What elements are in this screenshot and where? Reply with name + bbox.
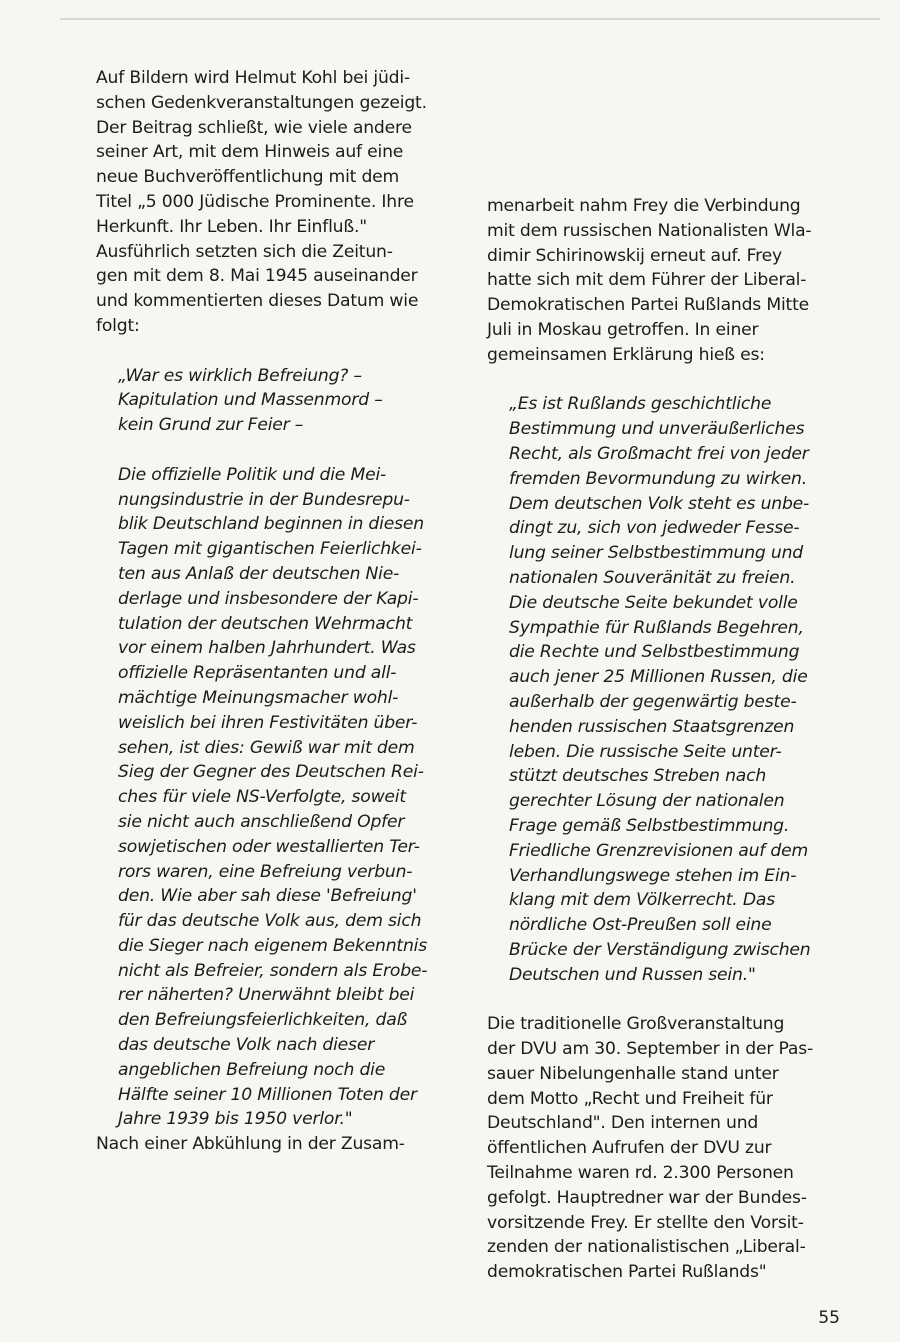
text-line: Teilnahme waren rd. 2.300 Personen — [487, 1163, 794, 1184]
text-line: sehen, ist dies: Gewiß war mit dem — [118, 737, 415, 758]
text-line: den. Wie aber sah diese 'Befreiung' — [118, 886, 417, 907]
text-line: neue Buchveröffentlichung mit dem — [96, 167, 400, 188]
text-line: rer näherten? Unerwähnt bleibt bei — [118, 985, 415, 1006]
text-line: rors waren, eine Befreiung verbun- — [118, 861, 413, 882]
text-line: weislich bei ihren Festivitäten über- — [118, 712, 418, 733]
text-line: Sympathie für Rußlands Begehren, — [509, 617, 804, 638]
text-line: das deutsche Volk nach dieser — [118, 1035, 375, 1056]
text-line: Frage gemäß Selbstbestimmung. — [509, 815, 790, 836]
text-line: Der Beitrag schließt, wie viele andere — [96, 117, 412, 138]
text-line: lung seiner Selbstbestimmung und — [509, 543, 803, 564]
text-line: Deutschen und Russen sein." — [509, 964, 756, 985]
text-line: nicht als Befreier, sondern als Erobe- — [118, 960, 428, 981]
text-line: blik Deutschland beginnen in diesen — [118, 514, 424, 535]
text-line: menarbeit nahm Frey die Verbindung — [487, 196, 801, 216]
declaration-quote — [509, 392, 857, 987]
text-line: Sieg der Gegner des Deutschen Rei- — [118, 762, 424, 783]
text-line: dingt zu, sich von jedweder Fesse- — [509, 518, 800, 539]
text-line: gefolgt. Hauptredner war der Bundes- — [487, 1187, 807, 1208]
right-closing-paragraph — [487, 1012, 857, 1285]
page-number: 55 — [818, 1308, 840, 1328]
right-intro-paragraph — [487, 194, 857, 368]
text-line: außerhalb der gegenwärtig beste- — [509, 691, 797, 712]
text-line: Demokratischen Partei Rußlands Mitte — [487, 295, 809, 316]
text-line: Dem deutschen Volk steht es unbe- — [509, 493, 810, 514]
text-line: Bestimmung und unveräußerliches — [509, 419, 805, 440]
text-line: sowjetischen oder westallierten Ter- — [118, 836, 420, 857]
text-line: nationalen Souveränität zu freien. — [509, 567, 796, 588]
text-line: den Befreiungsfeierlichkeiten, daß — [118, 1010, 408, 1031]
text-line: henden russischen Staatsgrenzen — [509, 716, 795, 737]
right-column — [487, 194, 857, 1285]
top-rule — [60, 18, 880, 20]
text-line: der DVU am 30. September in der Pas- — [487, 1039, 813, 1060]
text-line: Friedliche Grenzrevisionen auf dem — [509, 840, 809, 861]
text-line: „Es ist Rußlands geschichtliche — [509, 394, 772, 415]
text-line: dimir Schirinowskij erneut auf. Frey — [487, 245, 782, 266]
text-line: hatte sich mit dem Führer der Liberal- — [487, 270, 807, 291]
left-column — [96, 66, 466, 1157]
text-line: kein Grund zur Feier – — [118, 415, 304, 436]
text-line: leben. Die russische Seite unter- — [509, 741, 782, 762]
text-line: vor einem halben Jahrhundert. Was — [118, 638, 416, 659]
text-line: tulation der deutschen Wehrmacht — [118, 613, 413, 634]
text-line: Recht, als Großmacht frei von jeder — [509, 443, 809, 464]
text-line: sauer Nibelungenhalle stand unter — [487, 1063, 779, 1084]
text-line: gerechter Lösung der nationalen — [509, 791, 785, 812]
text-line: Die offizielle Politik und die Mei- — [118, 464, 387, 485]
text-line: auch jener 25 Millionen Russen, die — [509, 667, 808, 688]
text-line: ten aus Anlaß der deutschen Nie- — [118, 563, 400, 584]
text-line: Nach einer Abkühlung in der Zusam- — [96, 1134, 405, 1155]
text-line: die Sieger nach eigenem Bekenntnis — [118, 935, 427, 956]
text-line: folgt: — [96, 315, 140, 336]
text-line: mit dem russischen Nationalisten Wla- — [487, 220, 812, 241]
text-line: nördliche Ost-Preußen soll eine — [509, 915, 772, 936]
quote-heading — [118, 364, 466, 438]
text-line: Jahre 1939 bis 1950 verlor." — [118, 1109, 353, 1130]
text-line: Auf Bildern wird Helmut Kohl bei jüdi- — [96, 68, 410, 88]
text-line: und kommentierten dieses Datum wie — [96, 291, 419, 312]
text-line: Deutschland". Den internen und — [487, 1113, 759, 1134]
text-line: ches für viele NS-Verfolgte, soweit — [118, 787, 406, 808]
text-line: nungsindustrie in der Bundesrepu- — [118, 489, 410, 510]
text-line: Titel „5 000 Jüdische Prominente. Ihre — [96, 191, 414, 212]
text-line: Kapitulation und Massenmord – — [118, 390, 383, 411]
text-line: Die traditionelle Großveranstaltung — [487, 1014, 785, 1035]
text-line: „War es wirklich Befreiung? – — [118, 365, 362, 386]
spacer — [487, 368, 857, 393]
text-line: zenden der nationalistischen „Liberal- — [487, 1237, 806, 1258]
text-line: fremden Bevormundung zu wirken. — [509, 468, 807, 489]
text-line: dem Motto „Recht und Freiheit für — [487, 1088, 773, 1109]
text-line: Herkunft. Ihr Leben. Ihr Einfluß." — [96, 216, 367, 237]
text-line: Verhandlungswege stehen im Ein- — [509, 865, 797, 886]
text-line: derlage und insbesondere der Kapi- — [118, 588, 419, 609]
left-intro-paragraph — [96, 66, 466, 339]
text-line: Die deutsche Seite bekundet volle — [509, 592, 798, 613]
text-line: Juli in Moskau getroffen. In einer — [487, 319, 759, 340]
text-line: gemeinsamen Erklärung hieß es: — [487, 344, 765, 365]
text-line: Tagen mit gigantischen Feierlichkei- — [118, 539, 422, 560]
text-line: angeblichen Befreiung noch die — [118, 1059, 386, 1080]
text-line: öffentlichen Aufrufen der DVU zur — [487, 1138, 772, 1159]
text-line: klang mit dem Völkerrecht. Das — [509, 890, 775, 911]
text-line: vorsitzende Frey. Er stellte den Vorsit- — [487, 1212, 804, 1233]
quote-body — [118, 463, 466, 1133]
text-line: die Rechte und Selbstbestimmung — [509, 642, 800, 663]
text-line: Brücke der Verständigung zwischen — [509, 939, 811, 960]
text-line: demokratischen Partei Rußlands" — [487, 1262, 767, 1283]
spacer — [96, 438, 466, 463]
text-line: stützt deutsches Streben nach — [509, 766, 767, 787]
text-line: schen Gedenkveranstaltungen gezeigt. — [96, 92, 427, 113]
text-line: gen mit dem 8. Mai 1945 auseinander — [96, 266, 418, 287]
spacer — [487, 988, 857, 1013]
text-line: Ausführlich setzten sich die Zeitun- — [96, 241, 393, 262]
text-line: offizielle Repräsentanten und all- — [118, 663, 397, 684]
spacer — [96, 339, 466, 364]
text-line: seiner Art, mit dem Hinweis auf eine — [96, 142, 404, 163]
text-line: mächtige Meinungsmacher wohl- — [118, 687, 399, 708]
text-line: Hälfte seiner 10 Millionen Toten der — [118, 1084, 417, 1105]
left-closing-line — [96, 1132, 466, 1157]
text-line: für das deutsche Volk aus, dem sich — [118, 911, 422, 932]
text-line: sie nicht auch anschließend Opfer — [118, 811, 405, 832]
